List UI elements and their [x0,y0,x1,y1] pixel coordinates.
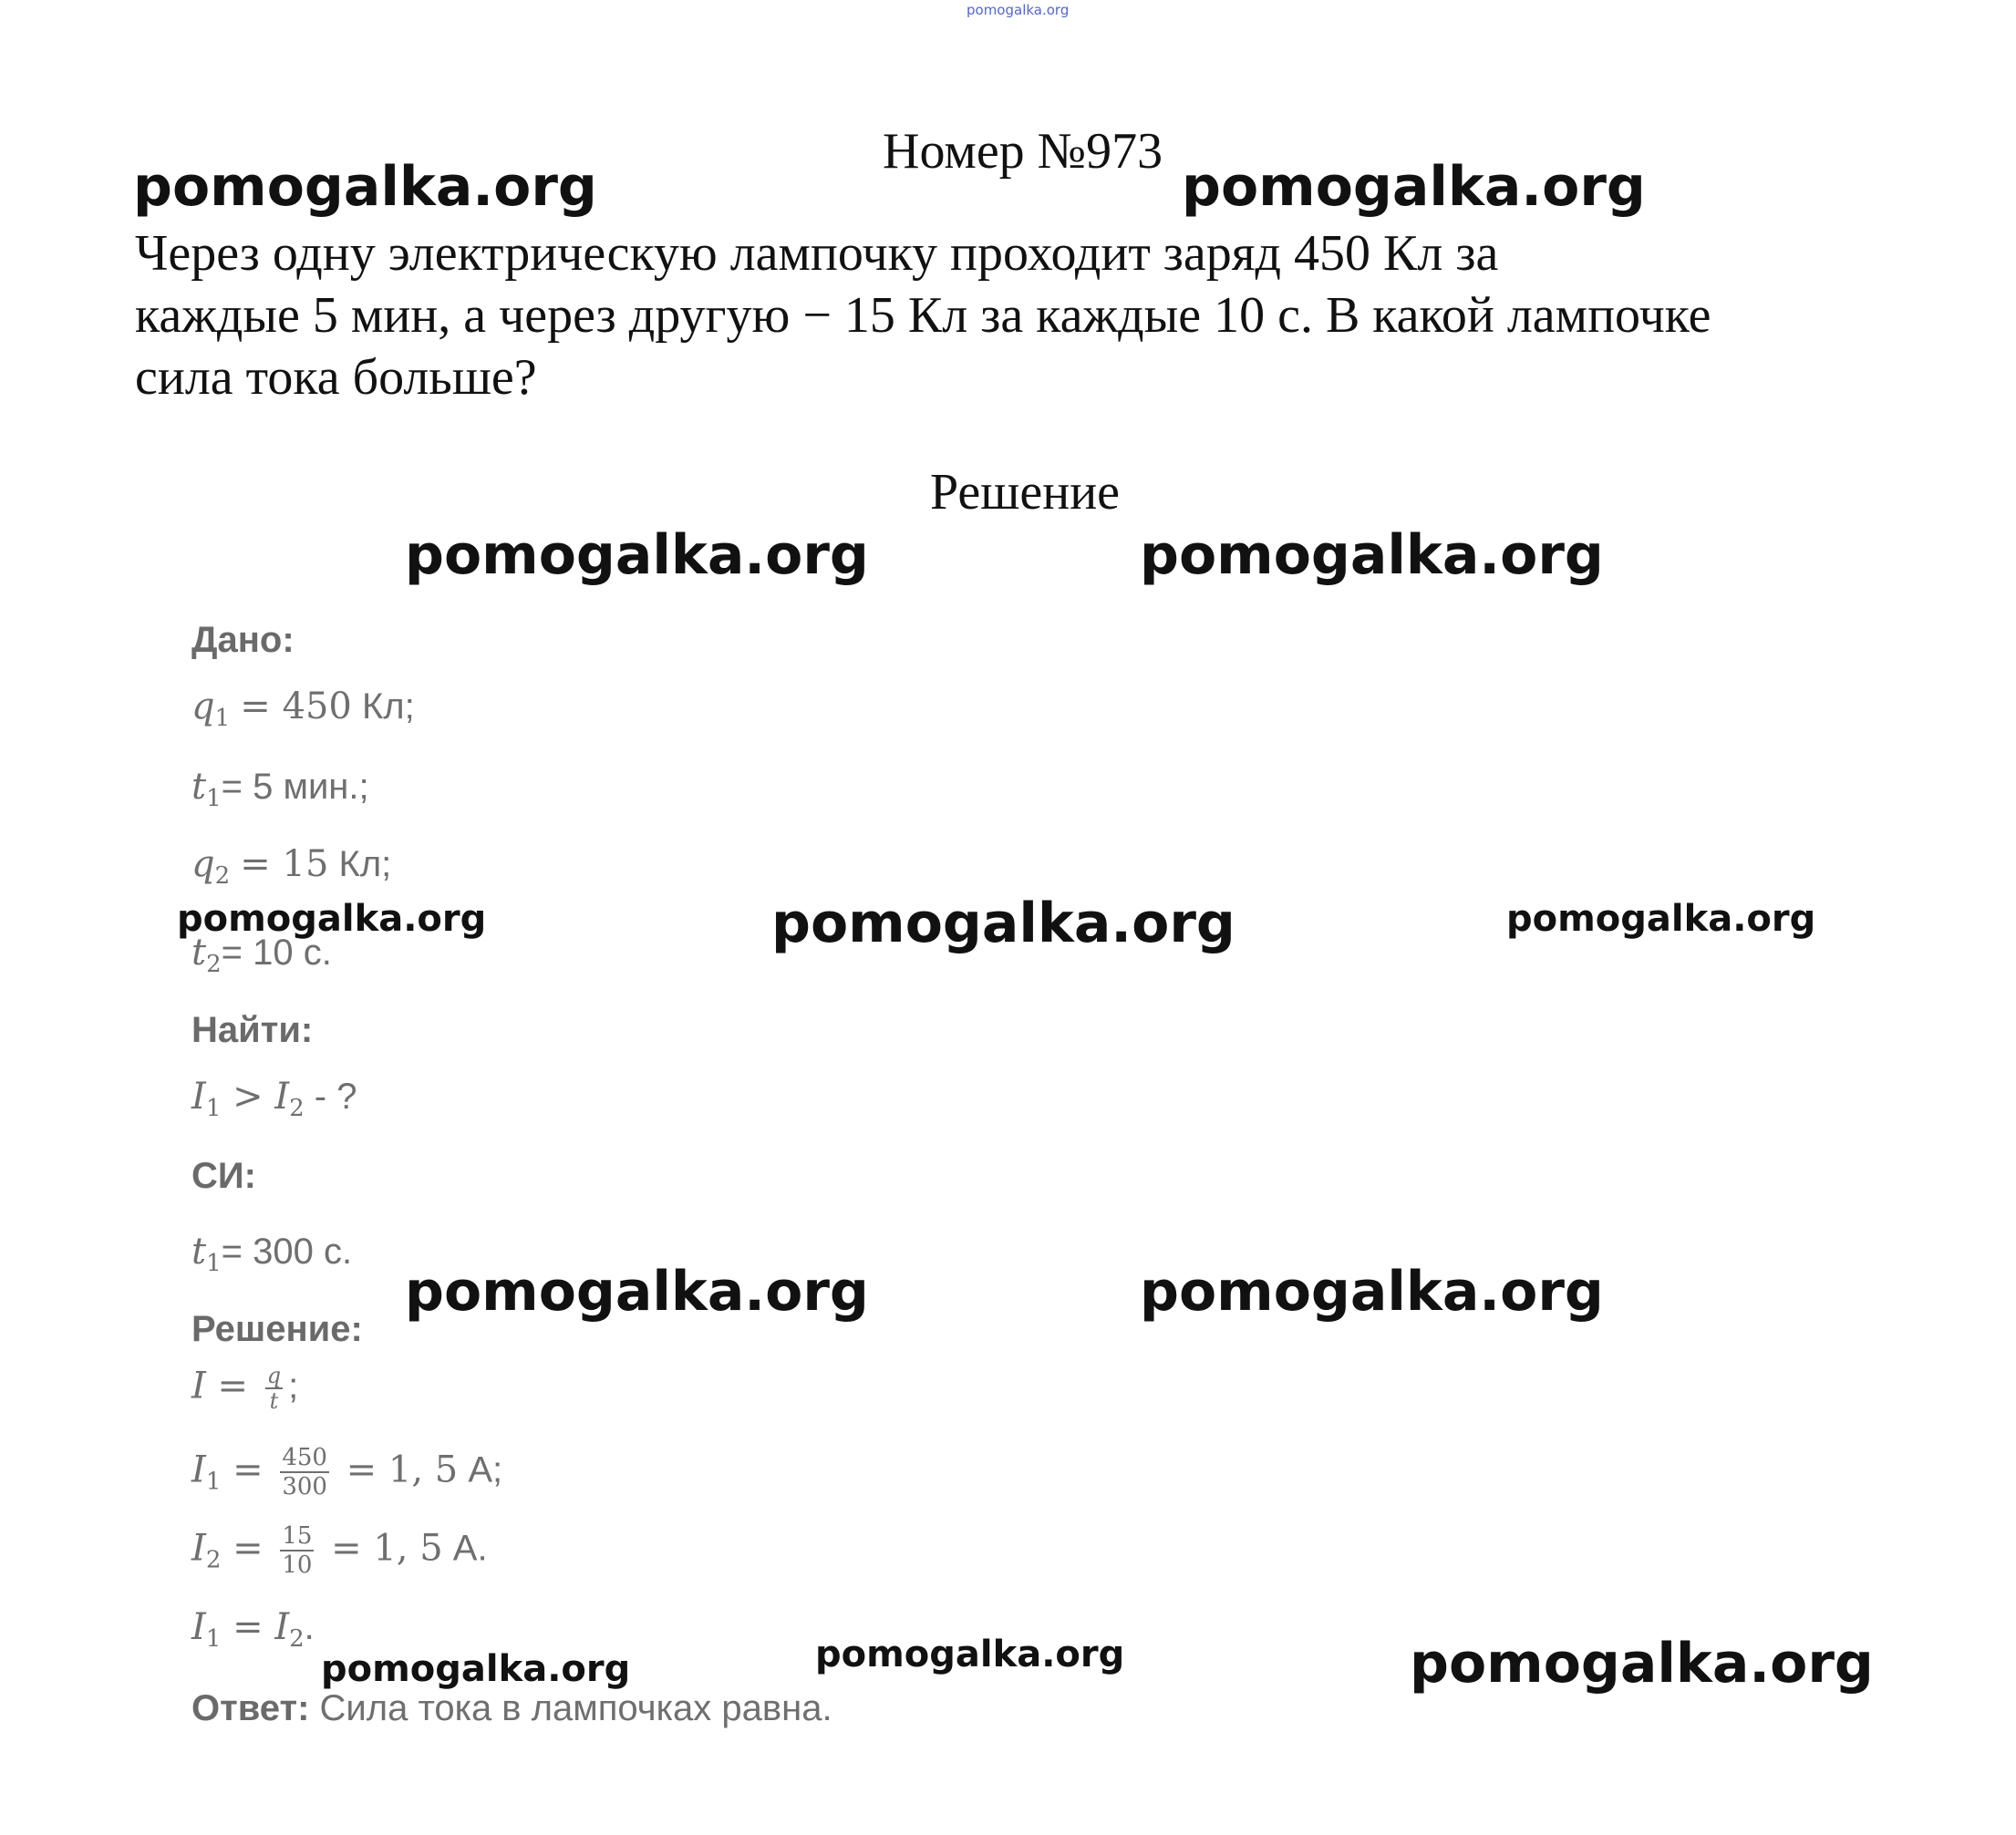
conclusion: $I_1 = I_2$. [191,1606,315,1653]
current-i2: $I_2$ = $\frac{15}{10}$ = 1, 5 А. [191,1522,488,1579]
watermark: pomogalka.org [177,898,487,940]
current-i1: $I_1$ = $\frac{450}{300}$ = 1, 5 А; [191,1444,503,1500]
problem-line: сила тока больше? [135,349,537,406]
watermark: pomogalka.org [321,1648,631,1690]
given-q2: $q_2 = 15$ Кл; [191,843,392,890]
given-label: Дано: [191,620,295,660]
given-t2: $t_2= 10$ с. [191,932,332,978]
fraction: $\frac{q}{t}$ [266,1363,282,1414]
watermark: pomogalka.org [1140,523,1604,587]
watermark: pomogalka.org [405,1260,869,1324]
watermark: pomogalka.org [771,892,1235,955]
given-q1: $q_1 = 450$ Кл; [191,686,415,732]
si-label: СИ: [191,1156,256,1196]
si-t1: $t_1= 300$ с. [191,1231,353,1277]
fraction: $\frac{450}{300}$ [282,1444,327,1500]
site-link-header[interactable]: pomogalka.org [967,2,1070,18]
answer-label: Ответ: [191,1688,310,1728]
watermark: pomogalka.org [1182,155,1646,219]
page-title: Номер №973 [883,123,1163,180]
problem-line: каждые 5 мин, а через другую − 15 Кл за каждые 10 с. В какой лампочке [135,287,1711,344]
watermark: pomogalka.org [1410,1632,1874,1696]
answer [191,1688,832,1729]
answer-text: Сила тока в лампочках равна. [309,1688,832,1728]
watermark: pomogalka.org [133,155,597,219]
watermark: pomogalka.org [1506,898,1816,940]
find-expression: $I_1 > I_2$ - ? [191,1076,357,1122]
watermark: pomogalka.org [405,523,869,587]
find-label: Найти: [191,1010,314,1050]
watermark: pomogalka.org [1140,1260,1604,1324]
solution-heading: Решение [930,464,1121,521]
watermark: pomogalka.org [815,1634,1125,1675]
current-formula: I = $\frac{q}{t}$ ; [191,1363,299,1414]
problem-line: Через одну электрическую лампочку проходит заряд 450 Кл за [135,225,1499,282]
given-t1: $t_1= 5$ мин.; [191,766,369,812]
problem-statement [135,222,1895,408]
solution-label: Решение: [191,1309,363,1349]
fraction: $\frac{15}{10}$ [282,1522,313,1579]
